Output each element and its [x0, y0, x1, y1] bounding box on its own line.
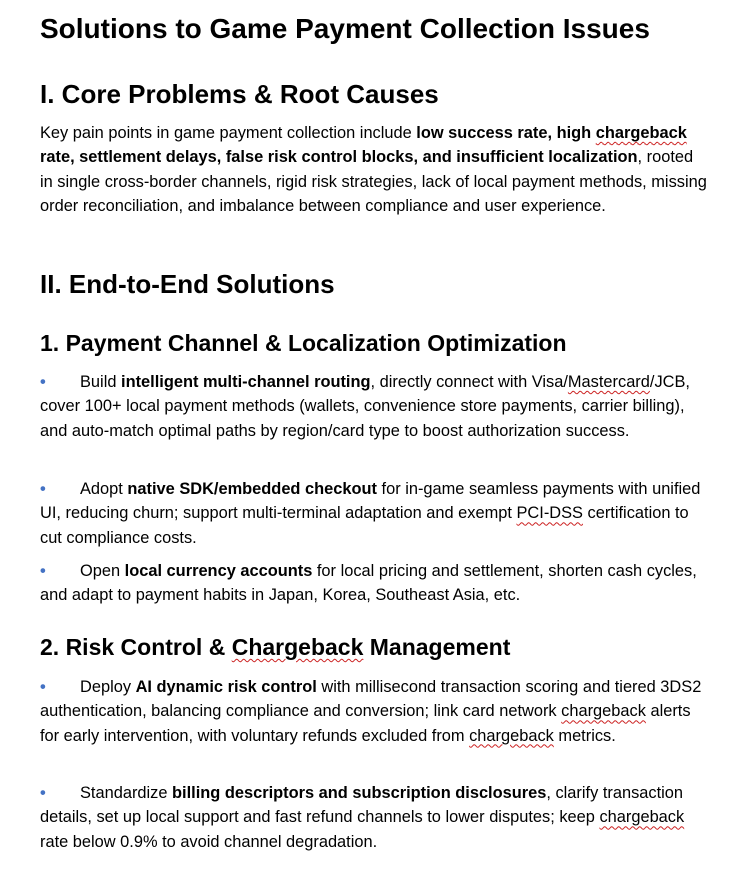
spellcheck-word: chargeback: [599, 808, 685, 827]
text-run: low success rate, high: [416, 124, 596, 142]
text-run: , directly connect with Visa/: [370, 373, 568, 391]
bold-run: local currency accounts: [124, 562, 313, 580]
text-run: rate below 0.9% to avoid channel degradation.: [40, 832, 378, 851]
bullet-icon: •: [40, 562, 46, 580]
text-run: certification to cut compliance costs.: [40, 504, 689, 547]
text-run: rate, settlement delays, false risk control blocks, and insufficient localization: [40, 148, 638, 167]
subsection-heading-risk-control: [40, 633, 510, 661]
core-problems-paragraph: [40, 121, 708, 218]
text-run: , clarify transaction details, set up local support and fast refund channels to lower disputes; keep: [40, 784, 683, 827]
text-run: Standardize: [80, 784, 173, 802]
bold-run: intelligent multi-channel routing: [121, 373, 371, 391]
text-run: metrics.: [553, 726, 616, 745]
spellcheck-word: PCI-DSS: [516, 504, 583, 523]
spellcheck-word: Mastercard: [567, 373, 650, 391]
spellcheck-word: chargeback: [561, 702, 646, 721]
bold-run: native SDK/embedded checkout: [127, 480, 377, 498]
spellcheck-word: chargeback: [469, 726, 554, 745]
text-run: for in-game seamless payments with unified UI, reducing churn; support multi-terminal adaptation and exempt: [40, 480, 701, 523]
section-heading-solutions: II. End-to-End Solutions: [40, 269, 335, 299]
text-run: Management: [363, 634, 511, 660]
bullet-item-billing-descriptors: [40, 781, 708, 854]
bullet-icon: •: [40, 373, 46, 391]
bullet-icon: •: [40, 784, 46, 802]
text-run: 2. Risk Control &: [40, 634, 232, 660]
text-run: Open: [80, 562, 125, 580]
text-run: Adopt: [80, 480, 128, 498]
text-run: with millisecond transaction scoring and tiered 3DS2 authentication, balancing compliance and conversion; link card network: [40, 678, 702, 721]
text-run: Build: [80, 373, 122, 391]
text-run: Deploy: [80, 678, 136, 696]
bullet-item-ai-risk-control: [40, 675, 708, 748]
text-run: for local pricing and settlement, shorten cash cycles, and adapt to payment habits in Japan, Korea, Southeast Asia, etc.: [40, 562, 697, 605]
bold-run: billing descriptors and subscription disclosures: [172, 784, 547, 802]
bullet-item-local-currency: [40, 559, 708, 608]
text-run: alerts for early intervention, with voluntary refunds excluded from: [40, 702, 691, 745]
text-run: , rooted in single cross-border channels, rigid risk strategies, lack of local payment methods, missing order reconciliation, and imbalance between compliance and user experience.: [40, 148, 707, 215]
text-run: /JCB, cover 100+ local payment methods (wallets, convenience store payments, carrier billing), and auto-match optimal paths by region/card type to boost authorization success.: [40, 373, 690, 440]
section-heading-core-problems: I. Core Problems & Root Causes: [40, 79, 439, 109]
bullet-icon: •: [40, 678, 46, 696]
subsection-heading-payment-channel: 1. Payment Channel & Localization Optimization: [40, 330, 567, 356]
bullet-icon: •: [40, 480, 46, 498]
spellcheck-word: chargeback: [595, 124, 687, 142]
bullet-item-native-sdk: [40, 477, 708, 550]
bold-run: AI dynamic risk control: [135, 678, 317, 696]
document-title: Solutions to Game Payment Collection Issues: [40, 13, 650, 44]
spellcheck-word: Chargeback: [231, 634, 364, 660]
bullet-item-multi-channel-routing: [40, 370, 708, 443]
text-run: Key pain points in game payment collection include: [40, 124, 417, 142]
